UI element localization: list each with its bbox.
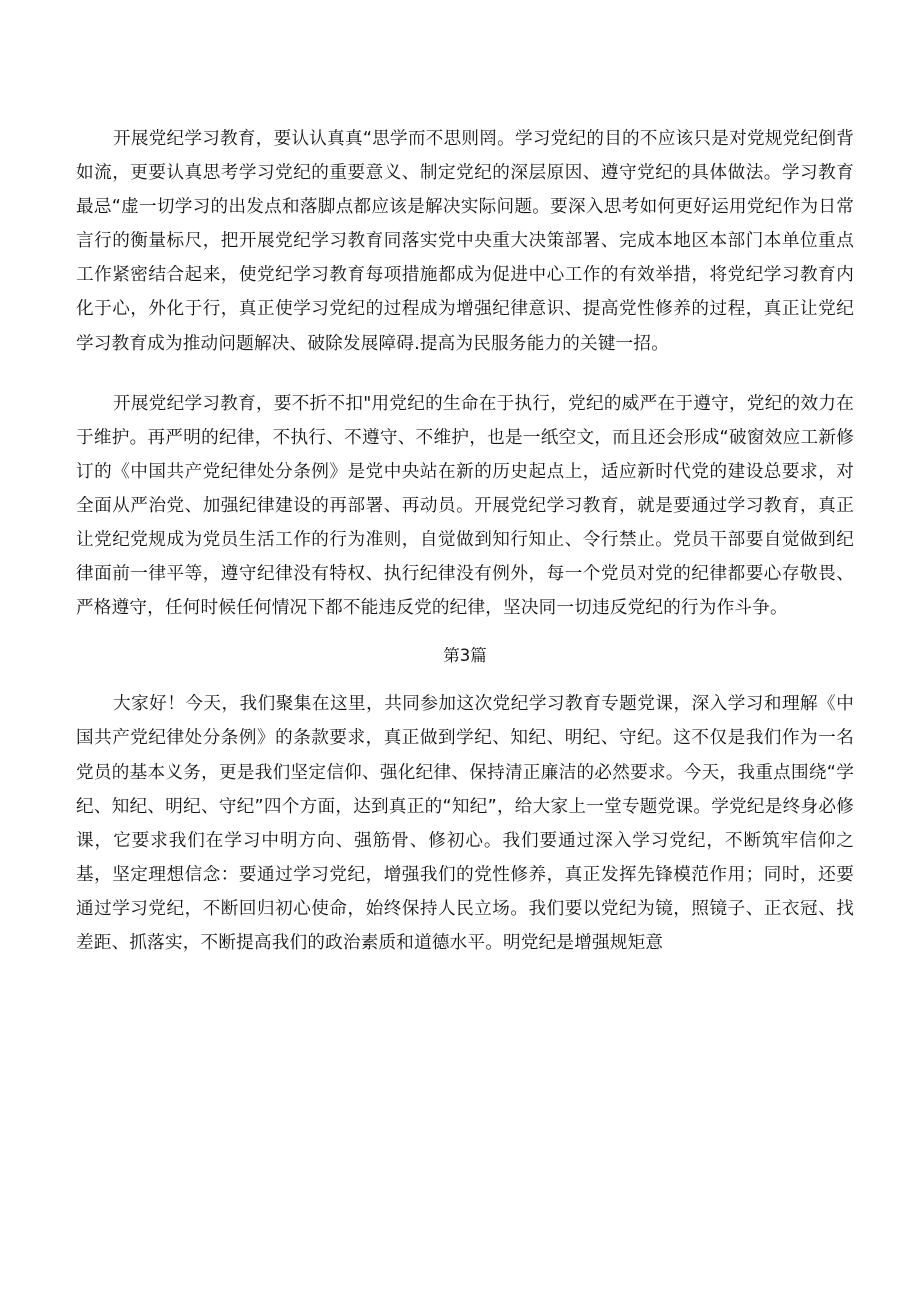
paragraph-discipline-execution: 开展党纪学习教育，要不折不扣"用党纪的生命在于执行，党纪的威严在于遵守，党纪的效力在于维护。再严明的纪律，不执行、不遵守、不维护，也是一纸空文，而且还会形成“破窗效应工新修订的《中国共产党纪律处分条例》是党中央站在新的历史起点上，适应新时代党的建设总要求，对全面从严治党、加强纪律建设的再部署、再动员。开展党纪学习教育，就是要通过学习教育，真正让党纪党规成为党员生活工作的行为准则，自觉做到知行知止、令行禁止。党员干部要自觉做到纪律面前一律平等，遵守纪律没有特权、执行纪律没有例外，每一个党员对党的纪律都要心存敬畏、严格遵守，任何时候任何情况下都不能违反党的纪律，坚决同一切违反党纪的行为作斗争。 — [76, 393, 854, 619]
section-heading: 第3篇 — [443, 646, 487, 666]
document-body — [76, 122, 854, 960]
heading-spacer — [76, 625, 854, 639]
paragraph-discipline-study: 开展党纪学习教育，要认认真真“思学而不思则罔。学习党纪的目的不应该只是对党规党纪倒背如流，更要认真思考学习党纪的重要意义、制定党纪的深层原因、遵守党纪的具体做法。学习教育最忌“虚一切学习的出发点和落脚点都应该是解决实际问题。要深入思考如何更好运用党纪作为日常言行的衡量标尺，把开展党纪学习教育同落实党中央重大决策部署、完成本地区本部门本单位重点工作紧密结合起来，使党纪学习教育每项措施都成为促进中心工作的有效举措，将党纪学习教育内化于心，外化于行，真正使学习党纪的过程成为增强纪律意识、提高党性修养的过程，真正让党纪学习教育成为推动问题解决、破除发展障碍.提高为民服务能力的关键一招。 — [76, 129, 854, 354]
paragraph-spacer — [76, 361, 854, 387]
paragraph-party-lecture: 大家好！今天，我们聚集在这里，共同参加这次党纪学习教育专题党课，深入学习和理解《中国共产党纪律处分条例》的条款要求，真正做到学纪、知纪、明纪、守纪。这不仅是我们作为一名党员的基本义务，更是我们坚定信仰、强化纪律、保持清正廉洁的必然要求。今天，我重点围绕“学纪、知纪、明纪、守纪”四个方面，达到真正的“知纪”，给大家上一堂专题党课。学党纪是终身必修课，它要求我们在学习中明方向、强筋骨、修初心。我们要通过深入学习党纪，不断筑牢信仰之基，坚定理想信念：要通过学习党纪，增强我们的党性修养，真正发挥先锋模范作用；同时，还要通过学习党纪，不断回归初心使命，始终保持人民立场。我们要以党纪为镜，照镜子、正衣冠、找差距、抓落实，不断提高我们的政治素质和道德水平。明党纪是增强规矩意 — [76, 694, 854, 953]
heading-spacer-after — [76, 673, 854, 687]
